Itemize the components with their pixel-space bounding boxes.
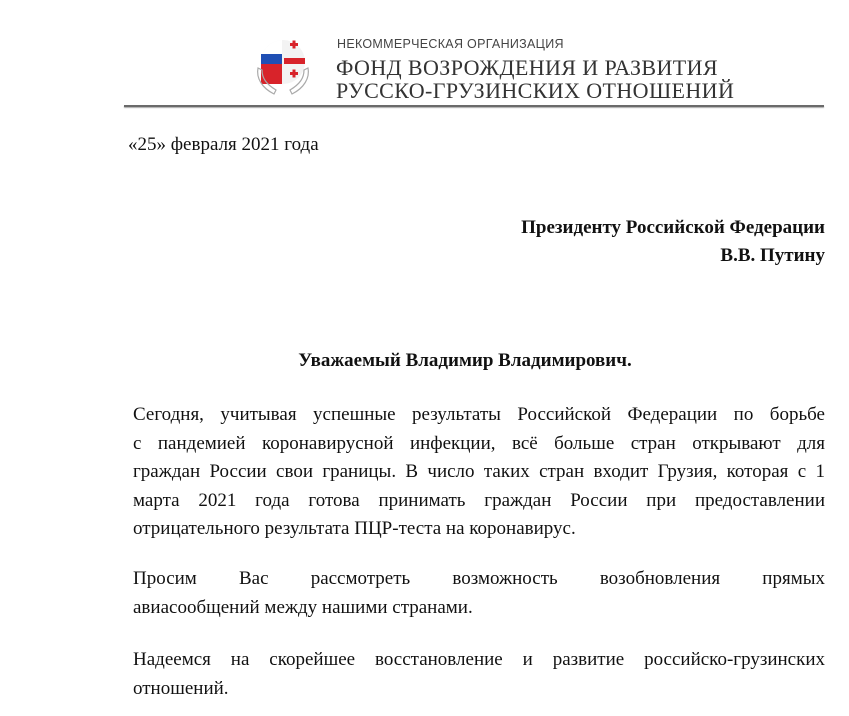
letterhead xyxy=(0,0,849,110)
paragraph-line: авиасообщений между нашими странами. xyxy=(133,596,473,618)
header-divider xyxy=(124,105,824,107)
paragraph-line: отрицательного результата ПЦР-теста на коронавирус. xyxy=(133,518,576,539)
salutation: Уважаемый Владимир Владимирович. xyxy=(298,350,632,371)
paragraph-line: отношений. xyxy=(133,677,229,699)
body-paragraph-3 xyxy=(127,646,825,703)
paragraph-line: Надеемся на скорейшее восстановление и развитие российско-грузинских xyxy=(133,649,825,670)
body-paragraph-2 xyxy=(127,565,825,622)
body-paragraph-1 xyxy=(127,401,825,544)
foundation-logo-icon xyxy=(252,34,314,100)
paragraph-line: Сегодня, учитывая успешные результаты Российской Федерации по борьбе xyxy=(133,404,825,425)
org-name-line1: ФОНД ВОЗРОЖДЕНИЯ И РАЗВИТИЯ xyxy=(336,55,718,80)
letter-date: «25» февраля 2021 года xyxy=(128,134,319,155)
paragraph-line: граждан России свои границы. В число таких стран входит Грузия, которая с 1 xyxy=(133,461,825,482)
addressee-title: Президенту Российской Федерации xyxy=(521,217,825,238)
addressee xyxy=(521,214,825,270)
addressee-name: В.В. Путину xyxy=(720,245,825,266)
org-name-line2: РУССКО-ГРУЗИНСКИХ ОТНОШЕНИЙ xyxy=(336,78,735,103)
paragraph-line: с пандемией коронавирусной инфекции, всё больше стран открывают для xyxy=(133,432,825,454)
paragraph-line: марта 2021 года готова принимать граждан России при предоставлении xyxy=(133,489,825,511)
paragraph-line: Просим Вас рассмотреть возможность возобновления прямых xyxy=(133,568,825,589)
org-type: НЕКОММЕРЧЕСКАЯ ОРГАНИЗАЦИЯ xyxy=(337,37,564,51)
